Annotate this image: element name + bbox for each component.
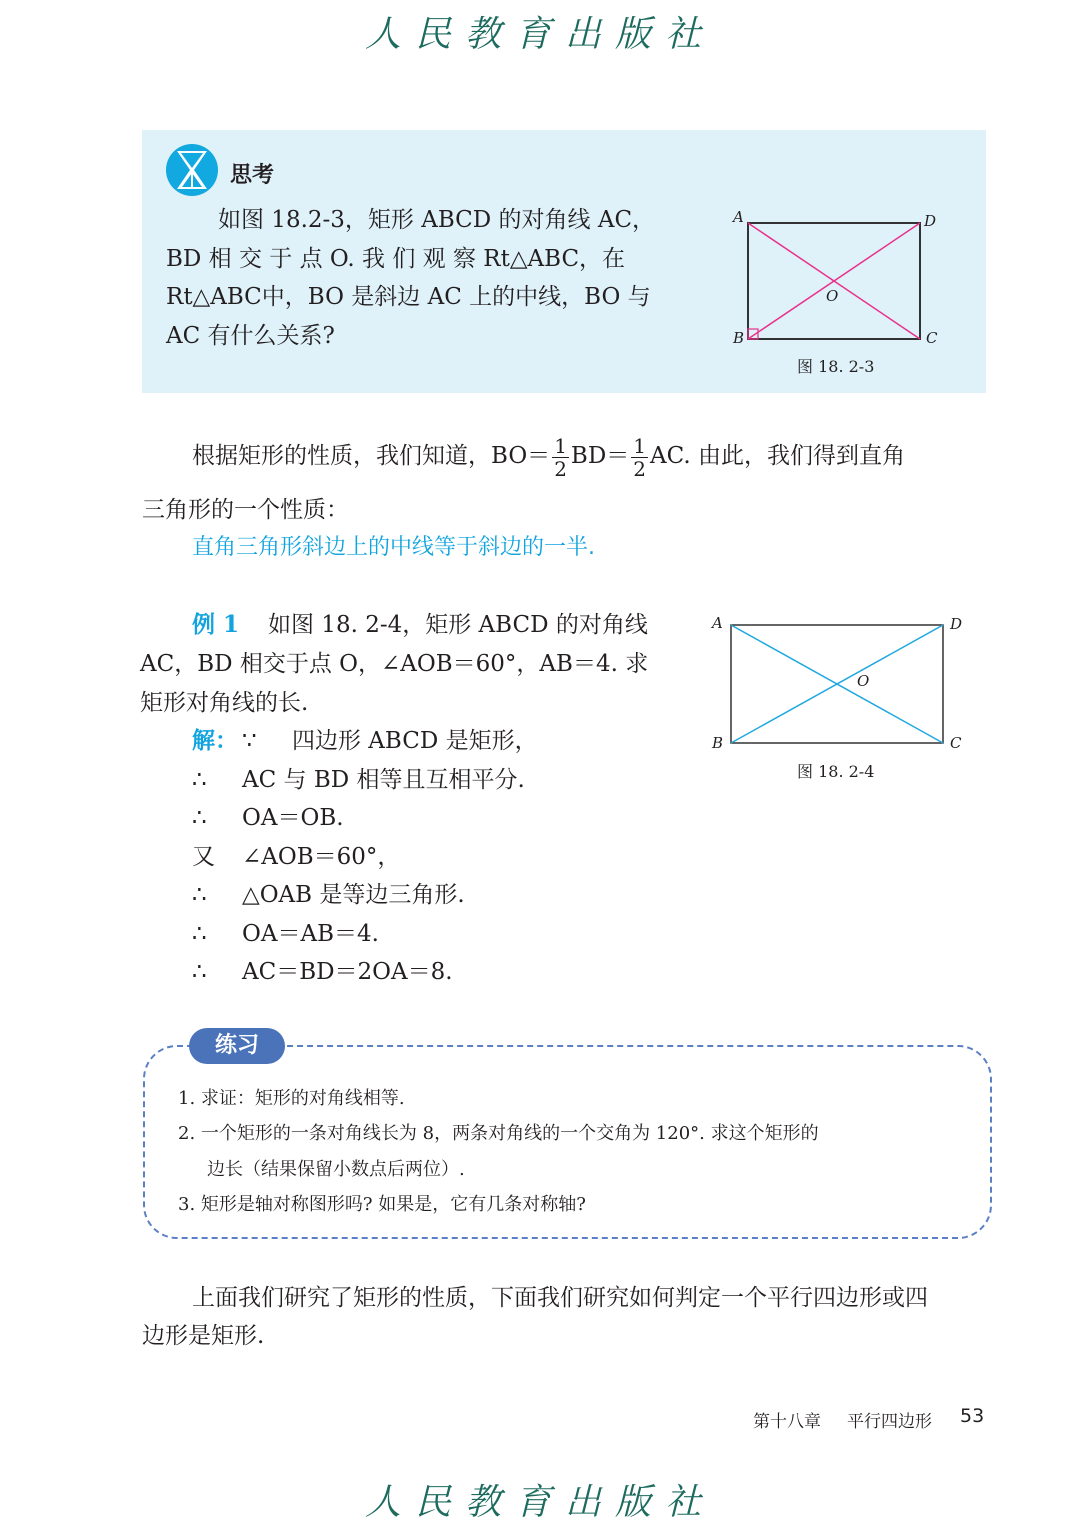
- solution-symbol: ∵: [242, 728, 257, 754]
- solution-step: △OAB 是等边三角形.: [242, 882, 465, 908]
- example-label: 例 1: [192, 611, 240, 638]
- text: AC. 由此，我们得到直角: [650, 443, 906, 469]
- hourglass-icon: [165, 143, 219, 197]
- solution-step: 四边形 ABCD 是矩形，: [292, 728, 538, 754]
- numerator: 1: [554, 433, 567, 458]
- publisher-logo-bottom: 人民教育出版社: [364, 1482, 715, 1523]
- denominator: 2: [633, 456, 646, 481]
- property-paragraph: [192, 430, 905, 482]
- figure-caption: 图 18. 2-4: [797, 762, 875, 781]
- solution-step: OA＝AB＝4.: [242, 921, 379, 947]
- solution-symbol: ∴: [192, 767, 207, 793]
- solution-symbol: ∴: [192, 805, 207, 831]
- publisher-logo-top: 人民教育出版社: [364, 14, 715, 55]
- label-A: A: [733, 208, 744, 226]
- theorem: 直角三角形斜边上的中线等于斜边的一半.: [192, 535, 595, 560]
- think-line: 如图 18.2-3，矩形 ABCD 的对角线 AC，: [218, 207, 656, 233]
- fraction: [552, 435, 569, 480]
- exercise-item: 边长（结果保留小数点后两位）.: [207, 1159, 465, 1180]
- fraction: [631, 435, 648, 480]
- text: BD＝: [570, 443, 630, 469]
- think-title: 思考: [230, 163, 275, 188]
- figure-18-2-3: [745, 220, 925, 342]
- solution-step: ∠AOB＝60°，: [242, 844, 401, 870]
- denominator: 2: [554, 456, 567, 481]
- footer-chapter: 第十八章: [753, 1412, 821, 1432]
- exercise-title: 练习: [189, 1028, 285, 1064]
- label-B: B: [733, 329, 745, 347]
- figure-caption: 图 18. 2-3: [797, 357, 875, 376]
- page-number: 53: [960, 1405, 985, 1427]
- label-A: A: [712, 614, 723, 632]
- solution-symbol: ∴: [192, 882, 207, 908]
- think-line: BD 相 交 于 点 O. 我 们 观 察 Rt△ABC，在: [166, 246, 626, 272]
- solution-symbol: 又: [192, 844, 215, 870]
- think-line: Rt△ABC中，BO 是斜边 AC 上的中线，BO 与: [166, 284, 651, 310]
- label-D: D: [950, 615, 963, 633]
- label-O: O: [826, 287, 839, 305]
- label-B: B: [712, 734, 724, 752]
- example-line: 矩形对角线的长.: [140, 690, 309, 716]
- label-O: O: [857, 672, 870, 690]
- solution-symbol: ∴: [192, 959, 207, 985]
- exercise-item: 3. 矩形是轴对称图形吗? 如果是，它有几条对称轴?: [178, 1194, 586, 1215]
- label-C: C: [926, 329, 938, 347]
- example-line: 如图 18. 2-4，矩形 ABCD 的对角线: [268, 612, 648, 638]
- think-line: AC 有什么关系?: [166, 323, 335, 349]
- exercise-item: 1. 求证：矩形的对角线相等.: [178, 1088, 405, 1109]
- solution-label: 解：: [192, 727, 238, 754]
- numerator: 1: [633, 433, 646, 458]
- figure-18-2-4: [728, 622, 946, 746]
- closing-paragraph: 上面我们研究了矩形的性质，下面我们研究如何判定一个平行四边形或四: [192, 1285, 928, 1311]
- solution-step: OA＝OB.: [242, 805, 344, 831]
- label-D: D: [924, 212, 937, 230]
- exercise-item: 2. 一个矩形的一条对角线长为 8，两条对角线的一个交角为 120°. 求这个矩形的: [178, 1123, 819, 1144]
- solution-step: AC 与 BD 相等且互相平分.: [242, 767, 525, 793]
- solution-step: AC＝BD＝2OA＝8.: [242, 959, 453, 985]
- solution-symbol: ∴: [192, 921, 207, 947]
- footer-section: 平行四边形: [847, 1412, 932, 1432]
- label-C: C: [950, 734, 962, 752]
- closing-paragraph-line2: 边形是矩形.: [142, 1323, 265, 1349]
- example-line: AC，BD 相交于点 O，∠AOB＝60°，AB＝4. 求: [140, 651, 649, 677]
- property-paragraph-line2: 三角形的一个性质：: [142, 497, 349, 523]
- text: 根据矩形的性质，我们知道，BO＝: [192, 443, 551, 469]
